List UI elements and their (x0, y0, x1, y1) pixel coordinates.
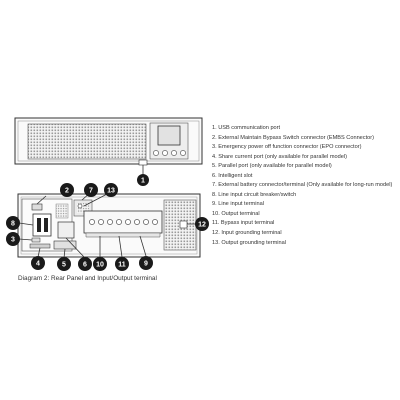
front-button-4 (180, 150, 185, 155)
callout-1 (137, 174, 149, 186)
callout-5 (57, 257, 71, 271)
input-grounding-terminal (180, 221, 187, 228)
callout-11 (115, 257, 129, 271)
legend-item: 11. Bypass input terminal (212, 220, 275, 227)
callout-3 (6, 232, 20, 246)
intelligent-slot (58, 222, 74, 238)
callout-2 (60, 183, 74, 197)
svg-text:12: 12 (198, 221, 206, 229)
legend-list (212, 124, 398, 248)
legend-item: 7. External battery connector/terminal (Only available for long-run model) (212, 182, 393, 189)
terminal-block (84, 211, 162, 233)
callout-8 (6, 216, 20, 230)
svg-text:3: 3 (11, 236, 15, 244)
output-grounding-terminal (78, 204, 82, 208)
legend-item: 9. Line input terminal (212, 201, 264, 208)
share-current-port (30, 244, 50, 248)
legend-item: 5. Parallel port (only available for parallel model) (212, 163, 332, 170)
svg-text:2: 2 (65, 187, 69, 195)
terminal-cover (86, 233, 160, 237)
callout-12 (195, 217, 209, 231)
legend-item: 8. Line input circuit breaker/switch (212, 191, 297, 198)
svg-text:5: 5 (62, 261, 66, 269)
svg-text:13: 13 (107, 187, 115, 195)
front-control-panel (150, 123, 188, 159)
svg-text:11: 11 (118, 261, 126, 269)
legend-item: 3. Emergency power off function connector (EPO connector) (212, 144, 362, 151)
callout-6 (78, 257, 92, 271)
legend-item: 4. Share current port (only available for parallel model) (212, 153, 347, 160)
front-button-3 (171, 150, 176, 155)
epo-connector (32, 238, 40, 242)
usb-port (139, 160, 147, 165)
svg-text:9: 9 (144, 260, 148, 268)
embs-connector (32, 204, 42, 210)
legend-item: 2. External Maintain Bypass Switch connector (EMBS Connector) (212, 134, 374, 141)
front-vent-grille (28, 124, 146, 159)
front-button-1 (153, 150, 158, 155)
lcd-display (158, 126, 180, 145)
legend-item: 1. USB communication port (212, 125, 281, 131)
svg-text:8: 8 (11, 220, 15, 228)
line-input-breaker (33, 214, 51, 236)
legend-item: 13. Output grounding terminal (212, 239, 287, 246)
callout-10 (93, 257, 107, 271)
callout-7 (84, 183, 98, 197)
callout-1-label: 1 (141, 177, 145, 185)
legend-item: 12. Input grounding terminal (212, 230, 282, 237)
rear-panel (6, 183, 209, 271)
legend-item: 10. Output terminal (212, 210, 260, 217)
svg-text:4: 4 (36, 260, 40, 268)
svg-text:10: 10 (96, 261, 104, 269)
front-button-2 (162, 150, 167, 155)
callout-13 (104, 183, 118, 197)
front-panel (15, 118, 202, 186)
svg-text:6: 6 (83, 261, 87, 269)
legend-item: 6. Intelligent slot (212, 172, 253, 179)
callout-9 (139, 256, 153, 270)
diagram-caption: Diagram 2: Rear Panel and Input/Output terminal (18, 275, 157, 282)
svg-text:7: 7 (89, 187, 93, 195)
callout-4 (31, 256, 45, 270)
